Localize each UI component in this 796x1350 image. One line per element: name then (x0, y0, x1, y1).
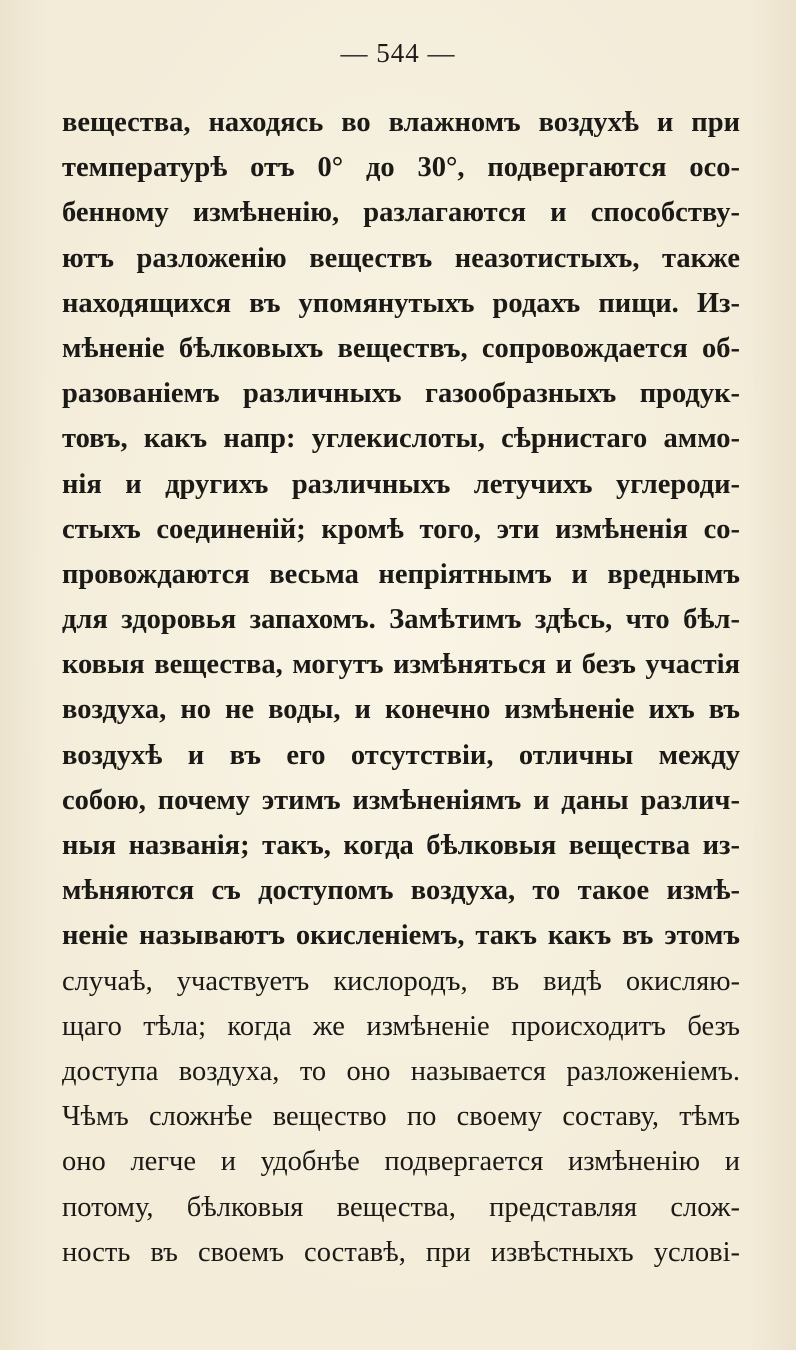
text-line: разованіемъ различныхъ газообразныхъ продук- (62, 378, 740, 410)
text-line: неніе называютъ окисленіемъ, такъ какъ въ этомъ (62, 920, 740, 952)
text-line: воздухѣ и въ его отсутствіи, отличны между (62, 739, 740, 771)
text-line: доступа воздуха, то оно называется разложеніемъ. (62, 1055, 740, 1087)
text-line: ютъ разложенію веществъ неазотистыхъ, также (62, 242, 740, 274)
text-line: ность въ своемъ составѣ, при извѣстныхъ услові- (62, 1236, 740, 1268)
page-number: — 544 — (340, 38, 456, 68)
text-line: щаго тѣла; когда же измѣненіе происходитъ безъ (62, 1010, 740, 1042)
text-line: Чѣмъ сложнѣе вещество по своему составу, тѣмъ (62, 1101, 740, 1133)
text-line: оно легче и удобнѣе подвергается измѣненію и (62, 1146, 740, 1178)
text-line: случаѣ, участвуетъ кислородъ, въ видѣ окисляю- (62, 965, 740, 997)
text-line: мѣненіе бѣлковыхъ веществъ, сопровождается об- (62, 332, 740, 364)
text-line: вещества, находясь во влажномъ воздухѣ и при (62, 107, 740, 138)
text-line: мѣняются съ доступомъ воздуха, то такое измѣ- (62, 875, 740, 907)
text-line: нія и другихъ различныхъ летучихъ углероди- (62, 468, 740, 500)
text-line: провождаются весьма непріятнымъ и вреднымъ (62, 558, 740, 590)
text-line: температурѣ отъ 0° до 30°, подвергаются осо- (62, 152, 740, 184)
text-line: воздуха, но не воды, и конечно измѣненіе ихъ въ (62, 694, 740, 726)
text-line: бенному измѣненію, разлагаются и способству- (62, 197, 740, 229)
text-line: ковыя вещества, могутъ измѣняться и безъ участія (62, 649, 740, 681)
text-line: находящихся въ упомянутыхъ родахъ пищи. Из- (62, 287, 740, 319)
text-line: для здоровья запахомъ. Замѣтимъ здѣсь, что бѣл- (62, 604, 740, 636)
text-line: потому, бѣлковыя вещества, представляя слож- (62, 1191, 740, 1223)
page-text (62, 100, 740, 1275)
text-line: собою, почему этимъ измѣненіямъ и даны различ- (62, 784, 740, 816)
text-line: товъ, какъ напр: углекислоты, сѣрнистаго аммо- (62, 423, 740, 455)
text-line: ныя названія; такъ, когда бѣлковыя вещества из- (62, 830, 740, 861)
text-line: стыхъ соединеній; кромѣ того, эти измѣненія со- (62, 513, 740, 545)
